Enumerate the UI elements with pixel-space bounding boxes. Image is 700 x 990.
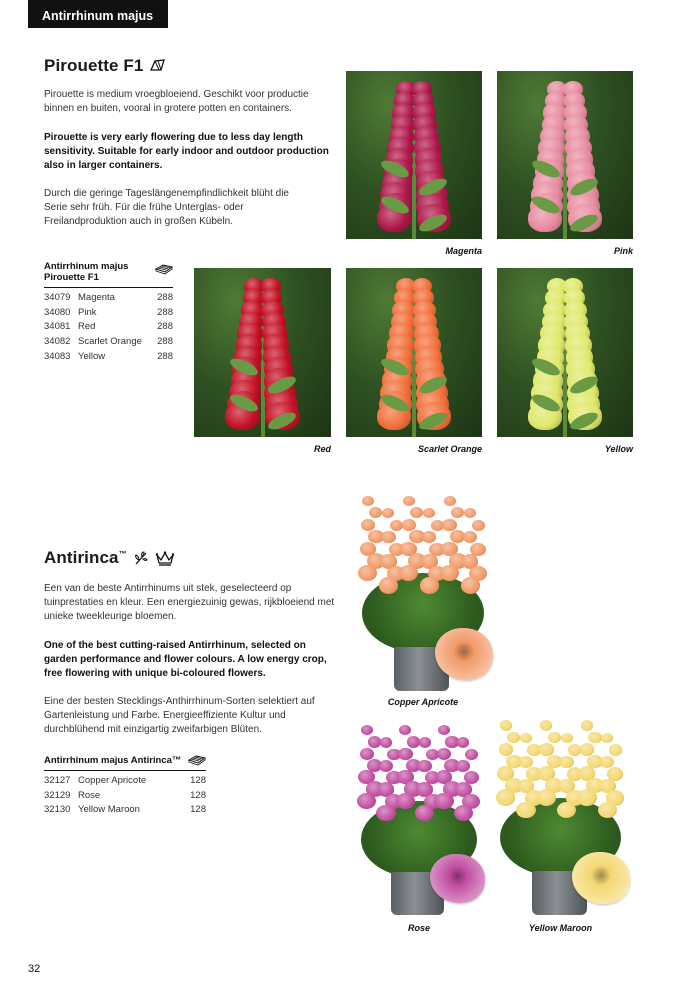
caption-red: Red xyxy=(313,444,331,454)
floret xyxy=(420,577,439,593)
floret xyxy=(361,519,375,531)
floret xyxy=(402,519,416,531)
floret xyxy=(382,508,394,518)
caption-magenta: Magenta xyxy=(445,246,482,256)
antirinca-title-text xyxy=(44,548,127,568)
table-row xyxy=(44,349,173,364)
floret xyxy=(598,802,617,818)
floret xyxy=(361,725,373,735)
table-header-text: Antirrhinum majus Antirinca™ xyxy=(44,755,182,766)
table-row xyxy=(44,788,206,803)
row-count: 288 xyxy=(157,306,173,318)
floret xyxy=(451,507,464,518)
floret xyxy=(419,737,431,747)
floret xyxy=(380,737,392,747)
floret xyxy=(464,508,476,518)
antirinca-text-en: One of the best cutting-raised Antirrhinum, selected on garden performance and flower colours. A low energy crop, free flowering with unique bi-coloured flowers. xyxy=(44,640,327,679)
row-name: Rose xyxy=(78,789,101,801)
floret xyxy=(381,531,395,543)
page-number: 32 xyxy=(28,963,41,975)
table-row xyxy=(44,320,173,335)
floret xyxy=(456,760,470,772)
caption-copper-apricote: Copper Apricote xyxy=(387,697,459,707)
floret xyxy=(499,743,513,755)
row-code: 32130 xyxy=(44,804,71,816)
floret xyxy=(357,793,376,809)
row-count: 288 xyxy=(157,321,173,333)
floret xyxy=(422,531,436,543)
floret xyxy=(500,720,512,730)
row-code: 34083 xyxy=(44,351,71,363)
floret xyxy=(516,802,535,818)
cutting-icon xyxy=(133,550,149,566)
row-name: Magenta xyxy=(78,291,115,303)
antirinca-variety-table xyxy=(44,755,206,817)
floret xyxy=(437,748,451,760)
floret xyxy=(581,720,593,730)
floret xyxy=(403,496,415,506)
floret xyxy=(496,789,515,805)
floret xyxy=(360,748,374,760)
row-count: 128 xyxy=(190,774,206,786)
pirouette-variety-table xyxy=(44,261,173,364)
row-count: 288 xyxy=(157,291,173,303)
antirinca-name: Antirinca xyxy=(44,548,119,567)
floret xyxy=(454,805,473,821)
floret xyxy=(438,725,450,735)
row-code: 34082 xyxy=(44,336,71,348)
table-header-line2: Pirouette F1 xyxy=(44,272,99,283)
pirouette-text-en: Pirouette is very early flowering due to less day length sensitivity. Suitable for early indoor and outdoor production also in larger containers. xyxy=(44,132,329,171)
floret xyxy=(398,748,412,760)
table-row xyxy=(44,803,206,818)
photo-copper-apricote xyxy=(350,485,496,695)
floret xyxy=(407,736,420,747)
row-code: 32127 xyxy=(44,774,71,786)
floret xyxy=(461,577,480,593)
floret xyxy=(369,507,382,518)
table-row xyxy=(44,305,173,320)
floret xyxy=(463,531,477,543)
floret xyxy=(561,733,573,743)
table-header-line1: Antirrhinum majus xyxy=(44,261,129,272)
floret xyxy=(379,577,398,593)
photo-yellow-maroon xyxy=(488,710,633,919)
photo-scarlet-orange xyxy=(346,268,482,437)
row-code: 34081 xyxy=(44,321,71,333)
table-header xyxy=(44,755,206,771)
floret xyxy=(396,793,415,809)
photo-red xyxy=(194,268,331,437)
row-name: Red xyxy=(78,321,96,333)
row-name: Yellow xyxy=(78,351,106,363)
floret xyxy=(540,720,552,730)
row-code: 32129 xyxy=(44,789,71,801)
photo-pink xyxy=(497,71,633,239)
floret xyxy=(472,520,485,531)
floret xyxy=(444,496,456,506)
floret xyxy=(423,508,435,518)
floret xyxy=(588,732,601,743)
floret xyxy=(362,496,374,506)
table-row xyxy=(44,290,173,305)
floret xyxy=(537,789,556,805)
floret xyxy=(507,732,520,743)
caption-rose: Rose xyxy=(407,923,430,933)
floret xyxy=(457,737,469,747)
photo-magenta xyxy=(346,71,482,239)
row-name: Pink xyxy=(78,306,97,318)
table-body xyxy=(44,771,206,817)
row-name: Yellow Maroon xyxy=(78,804,140,816)
floret xyxy=(399,725,411,735)
row-count: 288 xyxy=(157,351,173,363)
pirouette-title xyxy=(44,56,167,76)
floret xyxy=(580,743,594,755)
pirouette-text-nl: Pirouette is medium vroegbloeiend. Geschikt voor productie binnen en buiten, vooral in grotere potten en containers. xyxy=(44,89,309,114)
flower-closeup xyxy=(430,854,485,904)
floret xyxy=(609,744,622,755)
floret xyxy=(520,733,532,743)
caption-scarlet-orange: Scarlet Orange xyxy=(417,444,482,454)
row-name: Copper Apricote xyxy=(78,774,147,786)
tray-icon xyxy=(188,754,206,769)
section-tab: Antirrhinum majus xyxy=(28,0,168,28)
floret xyxy=(410,507,423,518)
floret xyxy=(559,756,573,768)
table-row xyxy=(44,334,173,349)
tray-icon xyxy=(155,263,173,278)
floret xyxy=(358,565,377,581)
floret xyxy=(577,789,596,805)
caption-pink: Pink xyxy=(613,246,633,256)
floret xyxy=(434,793,453,809)
floret xyxy=(390,520,403,531)
pirouette-title-text: Pirouette F1 xyxy=(44,56,144,75)
trademark-mark: ™ xyxy=(118,549,127,559)
row-name: Scarlet Orange xyxy=(78,336,142,348)
photo-yellow xyxy=(497,268,633,437)
photo-rose xyxy=(350,715,488,919)
caption-yellow-maroon: Yellow Maroon xyxy=(528,923,593,933)
antirinca-text-nl: Een van de beste Antirrhinums uit stek, geselecteerd op tuinprestaties en kleur. Een energiezuinig gewas, rijkbloeiend met unieke tweekleurige bloemen. xyxy=(44,583,335,622)
table-body xyxy=(44,288,173,364)
row-code: 34080 xyxy=(44,306,71,318)
row-count: 128 xyxy=(190,804,206,816)
floret xyxy=(442,519,456,531)
antirinca-title xyxy=(44,548,175,568)
table-header xyxy=(44,261,173,288)
floret xyxy=(519,756,533,768)
row-count: 128 xyxy=(190,789,206,801)
floret xyxy=(601,733,613,743)
caption-yellow: Yellow xyxy=(604,444,633,454)
antirinca-text-de: Eine der besten Stecklings-Anthirrhinum-Sorten selektiert auf Gartenleistung und Farbe. Energieeffiziente Kultur und durchblühend mit einzigartig zweifarbigen Blüten. xyxy=(44,696,315,735)
floret xyxy=(548,732,561,743)
row-code: 34079 xyxy=(44,291,71,303)
crown-icon xyxy=(155,551,175,566)
row-count: 288 xyxy=(157,336,173,348)
pot-icon xyxy=(149,58,167,74)
table-row xyxy=(44,773,206,788)
pirouette-text-de: Durch die geringe Tageslängenempfindlichkeit blüht die Serie sehr früh. Für die frühe Unterglas- oder Freilandproduktion auch in großen Kübeln. xyxy=(44,188,289,227)
floret xyxy=(465,749,478,760)
flower-closeup xyxy=(572,852,630,904)
floret xyxy=(539,743,553,755)
floret xyxy=(600,756,614,768)
floret xyxy=(376,805,395,821)
